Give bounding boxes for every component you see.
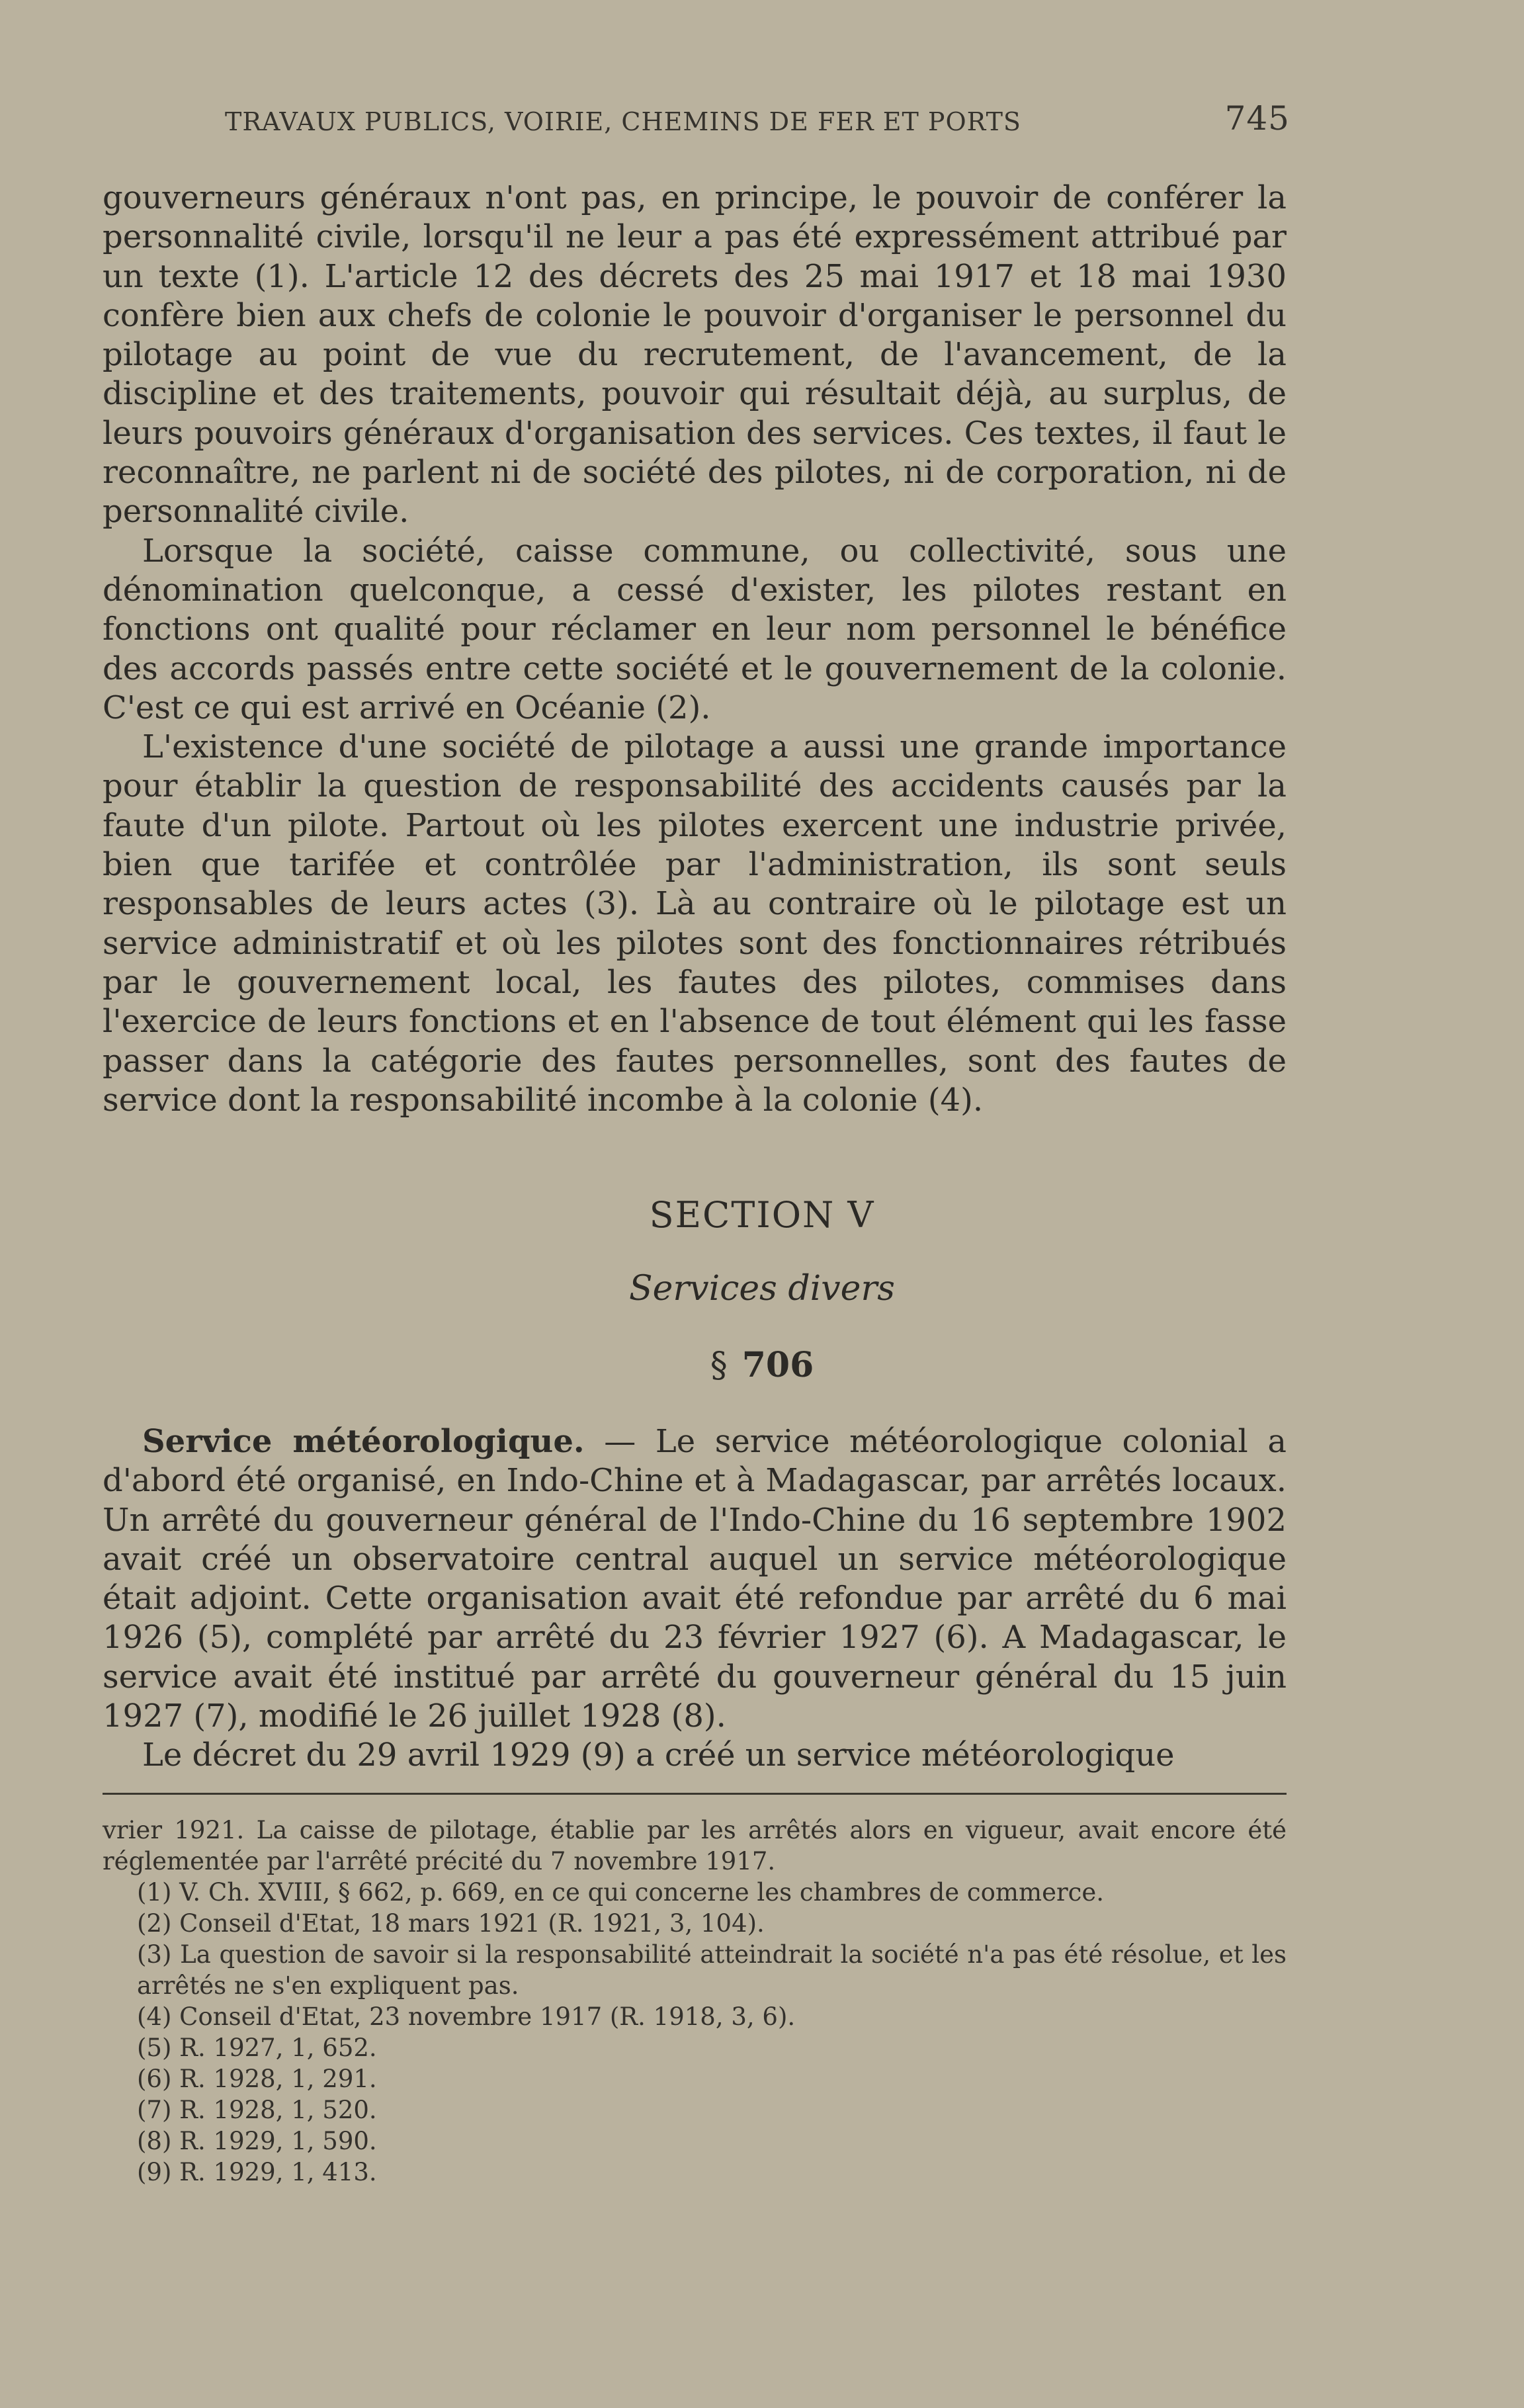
service-text: — Le service météorologique colonial a d'abord été organisé, en Indo-Chine et à Madagascar, par arrêtés locaux. Un arrêté du gouverneur général de l'Indo-Chine du 16 septembre 1902 avait créé un observatoire central auquel un service météorologique était adjoint. Cette organisation avait été refondue par arrêté du 6 mai 1926 (5), complété par arrêté du 23 février 1927 (6). A Madagascar, le service avait été institué par arrêté du gouverneur général du 15 juin 1927 (7), modifié le 26 juillet 1928 (8). (103, 1423, 1287, 1735)
footnote-divider (103, 1793, 1287, 1795)
header-title: TRAVAUX PUBLICS, VOIRIE, CHEMINS DE FER ET PORTS (225, 107, 1021, 136)
service-paragraph (103, 1422, 1287, 1736)
footnote-continuation: vrier 1921. La caisse de pilotage, établie par les arrêtés alors en vigueur, avait encore été réglementée par l'arrêté précité du 7 novembre 1917. (103, 1816, 1287, 1875)
section-number-value: 706 (741, 1345, 814, 1385)
paragraph: Le décret du 29 avril 1929 (9) a créé un service météorologique (142, 1737, 1175, 1774)
service-title: Service météorologique. (142, 1423, 585, 1460)
footnote: (6) R. 1928, 1, 291. (137, 2065, 377, 2093)
footnotes (103, 1815, 1287, 2188)
main-text (103, 179, 1287, 1120)
section-symbol: § (710, 1346, 728, 1385)
section-subheading: Services divers (629, 1269, 895, 1309)
page-number: 745 (1224, 99, 1290, 138)
paragraph-continuation: gouverneurs généraux n'ont pas, en principe, le pouvoir de conférer la personnalité civile, lorsqu'il ne leur a pas été expressément attribué par un texte (1). L'article 12 des décrets des 25 mai 1917 et 18 mai 1930 confère bien aux chefs de colonie le pouvoir d'organiser le personnel du pilotage au point de vue du recrutement, de l'avancement, de la discipline et des traitements, pouvoir qui résultait déjà, au surplus, de leurs pouvoirs généraux d'organisation des services. Ces textes, il faut le reconnaître, ne parlent ni de société des pilotes, ni de corporation, ni de personnalité civile. (103, 179, 1287, 531)
section-text (103, 1422, 1287, 1776)
paragraph: Lorsque la société, caisse commune, ou collectivité, sous une dénomination quelconque, a cessé d'exister, les pilotes restant en fonctions ont qualité pour réclamer en leur nom personnel le bénéfice des accords passés entre cette société et le gouvernement de la colonie. C'est ce qui est arrivé en Océanie (2). (103, 532, 1287, 726)
footnote: (4) Conseil d'Etat, 23 novembre 1917 (R. 1918, 3, 6). (137, 2002, 796, 2031)
section-heading: SECTION V (649, 1194, 875, 1236)
footnote: (3) La question de savoir si la responsabilité atteindrait la société n'a pas été résolue, et les arrêtés ne s'en expliquent pas. (137, 1940, 1287, 2000)
footnote: (2) Conseil d'Etat, 18 mars 1921 (R. 1921, 3, 104). (137, 1909, 765, 1938)
paragraph: L'existence d'une société de pilotage a aussi une grande importance pour établir la question de responsabilité des accidents causés par la faute d'un pilote. Partout où les pilotes exercent une industrie privée, bien que tarifée et contrôlée par l'administration, ils sont seuls responsables de leurs actes (3). Là au contraire où le pilotage est un service administratif et où les pilotes sont des fonctionnaires rétribués par le gouvernement local, les fautes des pilotes, commises dans l'exercice de leurs fonctions et en l'absence de tout élément qui les fasse passer dans la catégorie des fautes personnelles, sont des fautes de service dont la responsabilité incombe à la colonie (4). (103, 728, 1287, 1119)
footnote: (5) R. 1927, 1, 652. (137, 2034, 377, 2062)
footnote: (9) R. 1929, 1, 413. (137, 2158, 377, 2186)
footnote: (8) R. 1929, 1, 590. (137, 2127, 377, 2155)
section-number (0, 1345, 1524, 1385)
footnote: (1) V. Ch. XVIII, § 662, p. 669, en ce qui concerne les chambres de commerce. (137, 1878, 1105, 1907)
footnote: (7) R. 1928, 1, 520. (137, 2096, 377, 2124)
